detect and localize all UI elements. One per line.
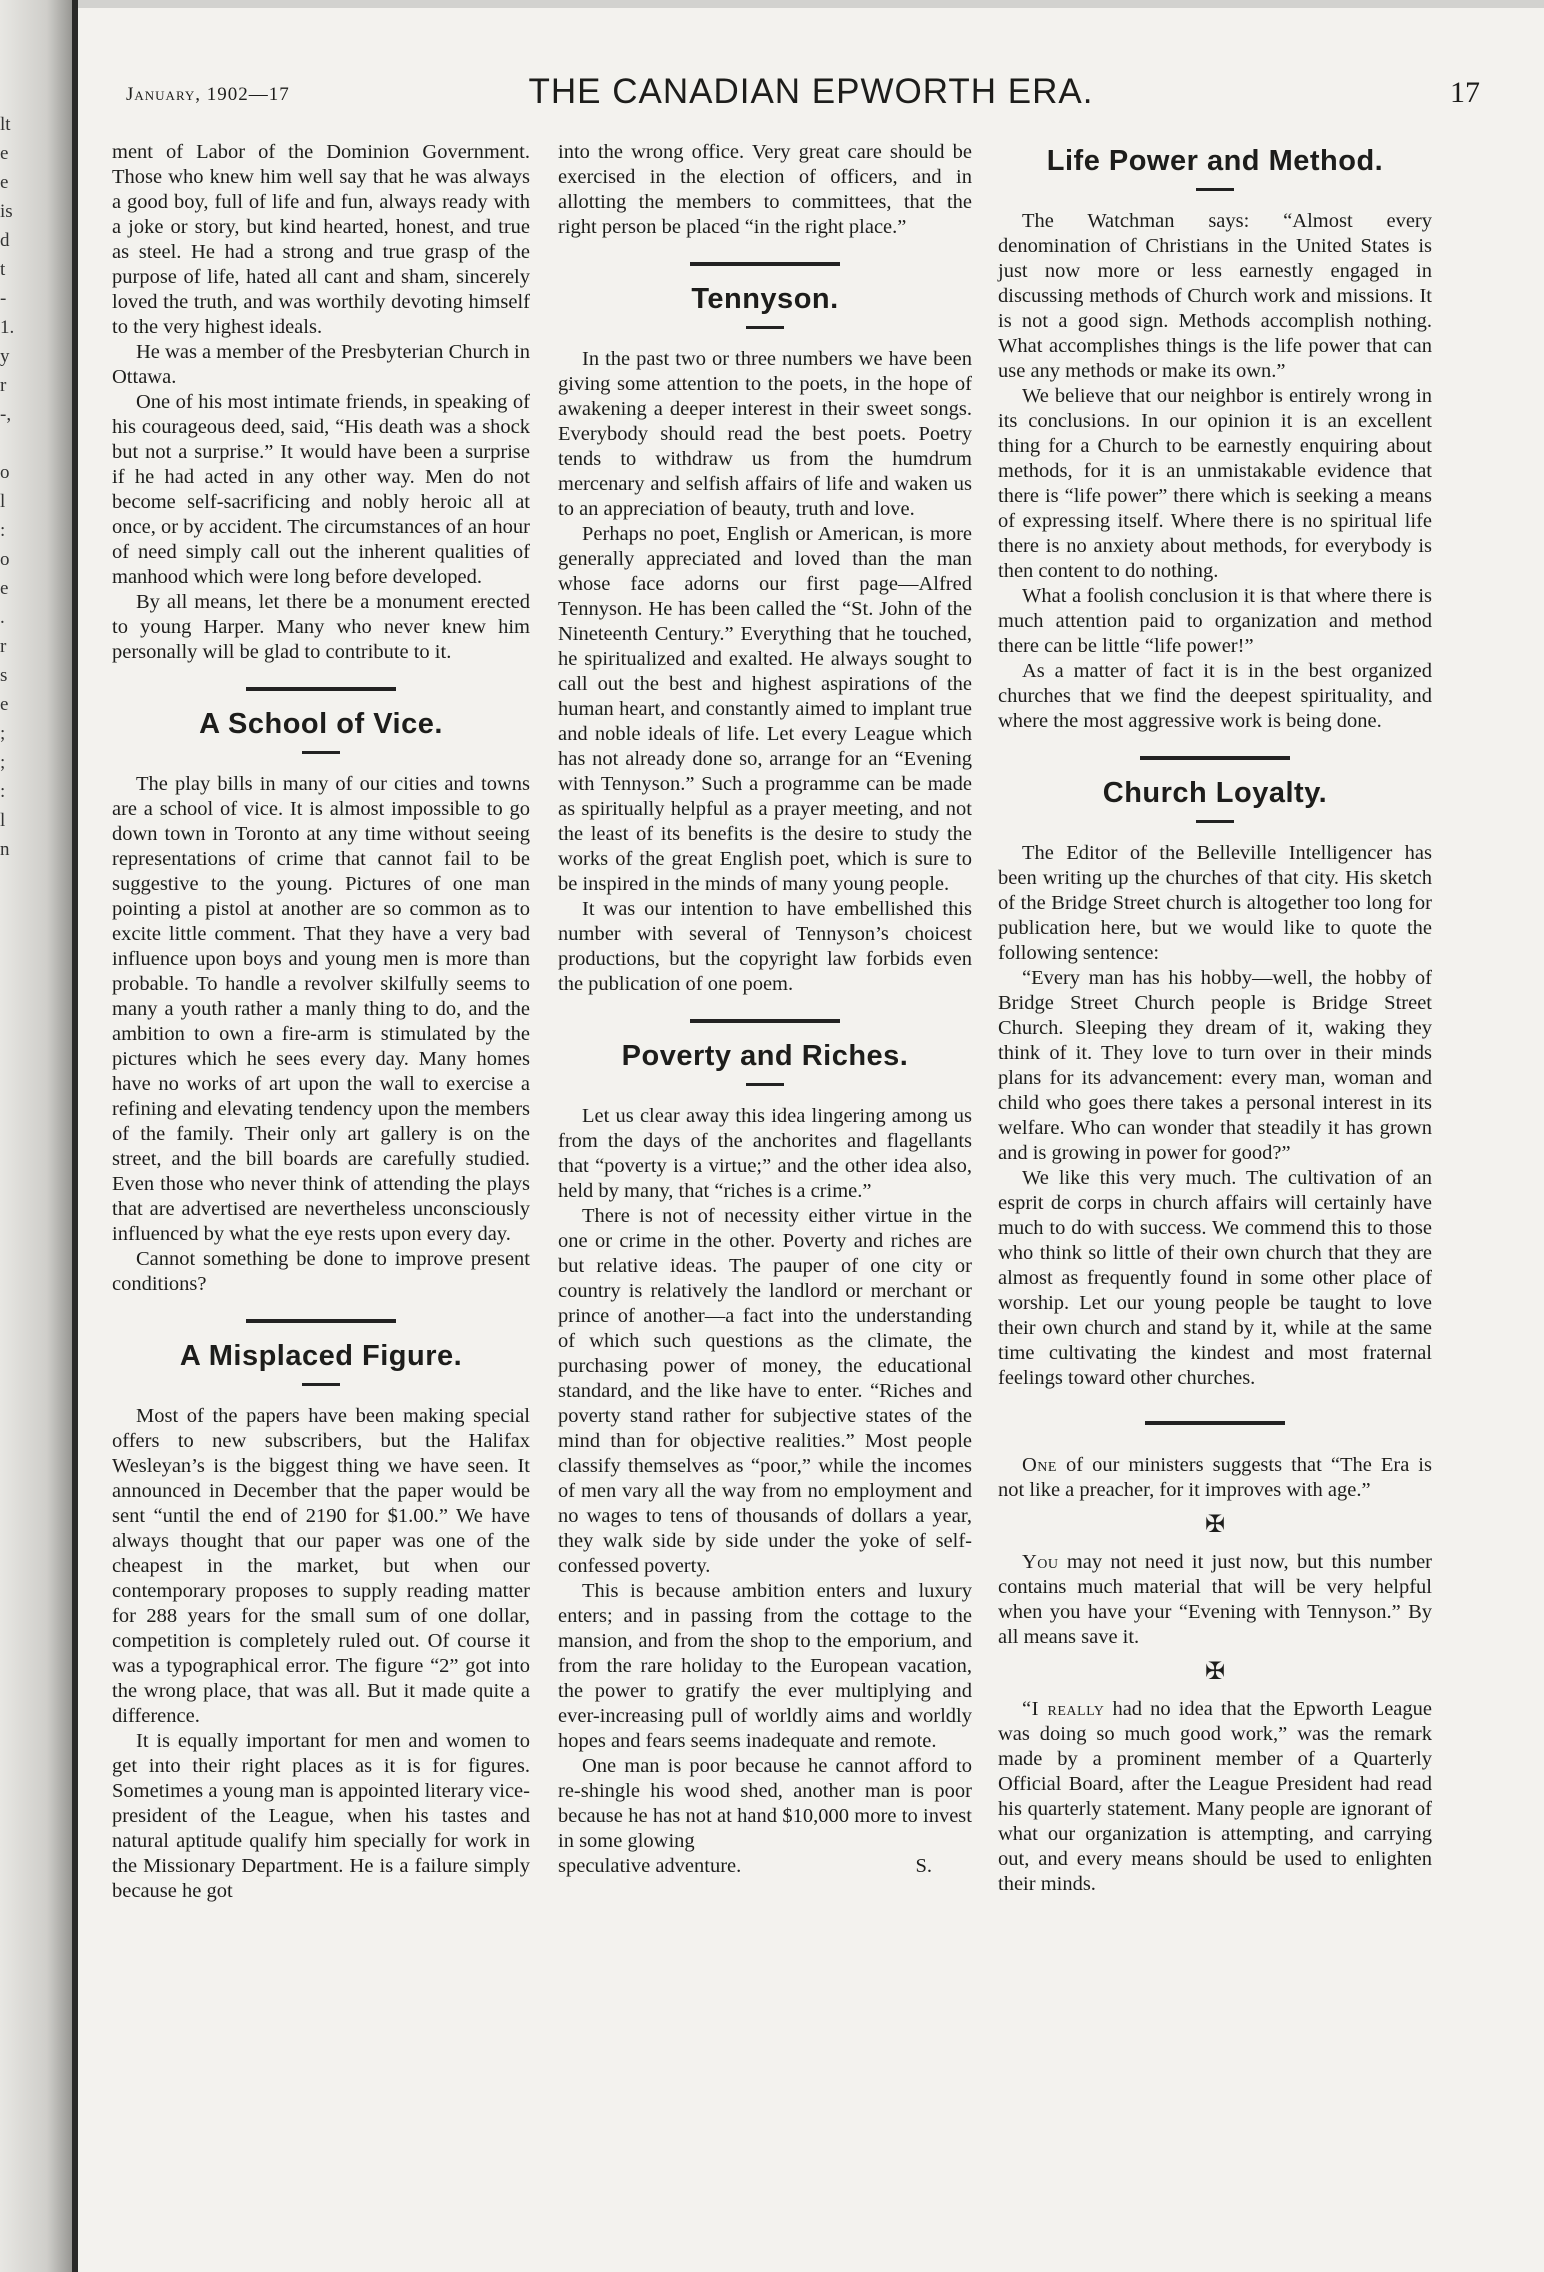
maltese-cross-icon: ✠	[1204, 1659, 1226, 1685]
rule	[302, 751, 340, 754]
rule	[1196, 820, 1234, 823]
note-paragraph	[998, 1697, 1432, 1897]
rule	[246, 687, 396, 691]
rule	[246, 1319, 396, 1323]
facing-page-fragments: lt e e is d t - 1. y r -, o l : o e . r s e ; ; : l n	[0, 114, 15, 860]
paragraph: Perhaps no poet, English or American, is more generally appreciated and loved than the man whose face adorns our first page—Alfred Tennyson. He has been called the “St. John of the Nineteenth Century.” Everything that he touched, he spiritualized and exalted. He always sought to call out the best and highest aspirations of the human heart, and constantly aimed to implant true and noble ideals of life. Let every League which has not already done so, arrange for an “Evening with Tennyson.” Such a programme can be made as spiritually helpful as a prayer meeting, and not the least of its benefits is the desire to study the works of the great English poet, which is sure to be inspired in the minds of many young people.	[558, 523, 972, 895]
paragraph: ment of Labor of the Dominion Government. Those who knew him well say that he was always a good boy, full of life and fun, always ready with a joke or story, but kind hearted, honest, and true as steel. He had a strong and true grasp of the purpose of life, hated all cant and sham, sincerely loved the truth, and was worthily devoting himself to the very highest ideals.	[112, 141, 530, 338]
page-gutter	[0, 0, 78, 2272]
paragraph: The Watchman says: “Almost every denomination of Christians in the United States is just now more or less earnestly engaged in discussing methods of Church work and missions. It is not a good sign. Methods accomplish nothing. What accomplishes things is the life power that can use any methods or make its own.”	[998, 210, 1432, 382]
paragraph: Cannot something be done to improve present conditions?	[112, 1248, 530, 1295]
note-text: had no idea that the Epworth League was doing so much good work,” was the remark made by a prominent member of a Quarterly Official Board, after the League President had read his quarterly statement. Many people are ignorant of what our organization is attempting, and carrying out, and every means should be used to enlighten their minds.	[998, 1698, 1432, 1895]
section-heading-misplaced-figure	[112, 1319, 530, 1386]
paragraph: Let us clear away this idea lingering among us from the days of the anchorites and flagellants that “poverty is a virtue;” and the other idea also, held by many, that “riches is a crime.”	[558, 1105, 972, 1202]
paragraph: He was a member of the Presbyterian Church in Ottawa.	[112, 341, 530, 388]
page-header	[78, 72, 1544, 132]
heading-text: Poverty and Riches.	[621, 1040, 909, 1072]
note-paragraph	[998, 1550, 1432, 1650]
paragraph: We like this very much. The cultivation of an esprit de corps in church affairs will certainly have much to do with success. We commend this to those who think so little of their own church that they are almost as frequently found in some other place of worship. Let our young people be taught to love their own church and stand by it, while at the same time cultivating the kindest and most fraternal feelings toward other churches.	[998, 1167, 1432, 1389]
note-text: of our ministers suggests that “The Era is not like a preacher, for it improves with age.”	[998, 1454, 1432, 1501]
note-text: may not need it just now, but this number contains much material that will be very helpful when you have your “Evening with Tennyson.” By all means save it.	[998, 1551, 1432, 1648]
paragraph: One of his most intimate friends, in speaking of his courageous deed, said, “His death was a shock but not a surprise.” It would have been a surprise if he had acted in any other way. Men do not become self-sacrificing and nobly heroic all at once, or by accident. The circumstances of an hour of need simply call out the inherent qualities of manhood which were long before developed.	[112, 391, 530, 588]
heading-text: A School of Vice.	[199, 708, 443, 740]
paragraph: “Every man has his hobby—well, the hobby of Bridge Street Church people is Bridge Street Church. Sleeping they dream of it, waking they think of it. They love to turn over in their minds plans for its advancement: every man, woman and child who goes there takes a personal interest in its welfare. Who can wonder that steadily it has grown and is growing in power for good?”	[998, 967, 1432, 1164]
paragraph: What a foolish conclusion it is that where there is much attention paid to organization and method there can be little “life power!”	[998, 585, 1432, 657]
paragraph: Most of the papers have been making special offers to new subscribers, but the Halifax Wesleyan’s is the biggest thing we have seen. It announced in December that the paper would be sent “until the end of 2190 for $1.00.” We have always thought that our paper was one of the cheapest in the market, but when our contemporary proposes to supply reading matter for 288 years for the small sum of one dollar, competition is completely ruled out. Of course it was a typographical error. The figure “2” got into the wrong place, that was all. But it made quite a difference.	[112, 1405, 530, 1727]
heading-text: Church Loyalty.	[1102, 777, 1328, 809]
maltese-cross-icon: ✠	[1204, 1512, 1226, 1538]
paragraph: There is not of necessity either virtue in the one or crime in the other. Poverty and riches are but relative ideas. The pauper of one city or country is relatively the landlord or merchant or prince of another—a fact into the understanding of which such questions as the climate, the purchasing power of money, the educational standard, and the like have to enter. “Riches and poverty stand rather for subjective states of the mind than for objective realities.” Most people classify themselves as “poor,” while the incomes of men vary all the way from no employment and no wages to tens of thousands of dollars a year, they walk side by side under the yoke of self-confessed poverty.	[558, 1205, 972, 1577]
newspaper-page	[78, 8, 1544, 2272]
heading-text: Life Power and Method.	[1046, 145, 1384, 177]
section-heading-tennyson	[558, 262, 972, 329]
heading-text: Tennyson.	[691, 283, 839, 315]
last-line: speculative adventure.	[558, 1855, 742, 1877]
paragraph: By all means, let there be a monument erected to young Harper. Many who never knew him personally will be glad to contribute to it.	[112, 591, 530, 663]
paragraph: The Editor of the Belleville Intelligencer has been writing up the churches of that city. His sketch of the Bridge Street church is altogether too long for publication here, but we would like to quote the following sentence:	[998, 842, 1432, 964]
column-1	[112, 140, 530, 1904]
rule	[690, 1019, 840, 1023]
paragraph: As a matter of fact it is in the best organized churches that we find the deepest spirituality, and where the most aggressive work is being done.	[998, 660, 1432, 732]
masthead-title: THE CANADIAN EPWORTH ERA.	[528, 72, 1094, 111]
rule	[690, 262, 840, 266]
rule	[1196, 188, 1234, 191]
section-heading-school-of-vice	[112, 687, 530, 754]
paragraph: This is because ambition enters and luxury enters; and in passing from the cottage to the mansion, and from the shop to the emporium, and from the rare holiday to the European vacation, the power to gratify the ever multiplying and ever-increasing pull of worldly aims and worldly hopes and fears seems inadequate and remote.	[558, 1580, 972, 1752]
rule	[746, 326, 784, 329]
section-heading-life-power	[998, 144, 1432, 191]
issue-date: January, 1902—17	[126, 84, 290, 105]
section-heading-poverty-and-riches	[558, 1019, 972, 1086]
heading-text: A Misplaced Figure.	[179, 1340, 463, 1372]
author-signature: S.	[915, 1855, 932, 1877]
paragraph: It was our intention to have embellished this number with several of Tennyson’s choicest productions, but the copyright law forbids even the publication of one poem.	[558, 898, 972, 995]
rule	[302, 1383, 340, 1386]
note-paragraph	[998, 1453, 1432, 1503]
rule	[1140, 756, 1290, 760]
paragraph: into the wrong office. Very great care should be exercised in the election of officers, and in allotting the members to committees, that the right person be placed “in the right place.”	[558, 141, 972, 238]
section-divider	[1145, 1421, 1285, 1425]
rule	[746, 1083, 784, 1086]
paragraph: We believe that our neighbor is entirely wrong in its conclusions. In our opinion it is an excellent thing for a Church to be earnestly enquiring about methods, for it is an unmistakable evidence that there is “life power” there which is seeking a means of expressing itself. Where there is no spiritual life there is no anxiety about methods, for everybody is then content to do nothing.	[998, 385, 1432, 582]
column-3	[998, 140, 1432, 1897]
page-number: 17	[1450, 76, 1480, 109]
note-lead: “I really	[1022, 1698, 1105, 1720]
paragraph: The play bills in many of our cities and towns are a school of vice. It is almost impossible to go down town in Toronto at any time without seeing representations of crime that cannot fail to be suggestive to the young. Pictures of one man pointing a pistol at another are so common as to excite little comment. That they have a very bad influence upon boys and young men is more than probable. To handle a revolver skilfully seems to many a youth rather a manly thing to do, and the ambition to own a fire-arm is stimulated by the pictures which he sees every day. Many homes have no works of art upon the wall to exercise a refining and elevating tendency upon the members of the family. Their only art gallery is on the street, and the bill boards are carefully studied. Even those who never think of attending the plays that are advertised are nevertheless unconsciously influenced by what the eye rests upon every day.	[112, 773, 530, 1245]
article-tail	[558, 1854, 972, 1879]
paragraph: One man is poor because he cannot afford to re-shingle his wood shed, another man is poor because he has not at hand $10,000 more to invest in some glowing	[558, 1755, 972, 1852]
paragraph: It is equally important for men and women to get into their right places as it is for figures. Sometimes a young man is appointed literary vice-president of the League, when his tastes and natural aptitude qualify him specially for work in the Missionary Department. He is a failure simply because he got	[112, 1730, 530, 1902]
column-2	[558, 140, 972, 1879]
section-heading-church-loyalty	[998, 756, 1432, 823]
note-lead: One	[1022, 1454, 1057, 1476]
paragraph: In the past two or three numbers we have been giving some attention to the poets, in the hope of awakening a deeper interest in their sweet songs. Everybody should read the best poets. Poetry tends to withdraw us from the humdrum mercenary and selfish affairs of life and waken us to an appreciation of beauty, truth and love.	[558, 348, 972, 520]
note-lead: You	[1022, 1551, 1059, 1573]
